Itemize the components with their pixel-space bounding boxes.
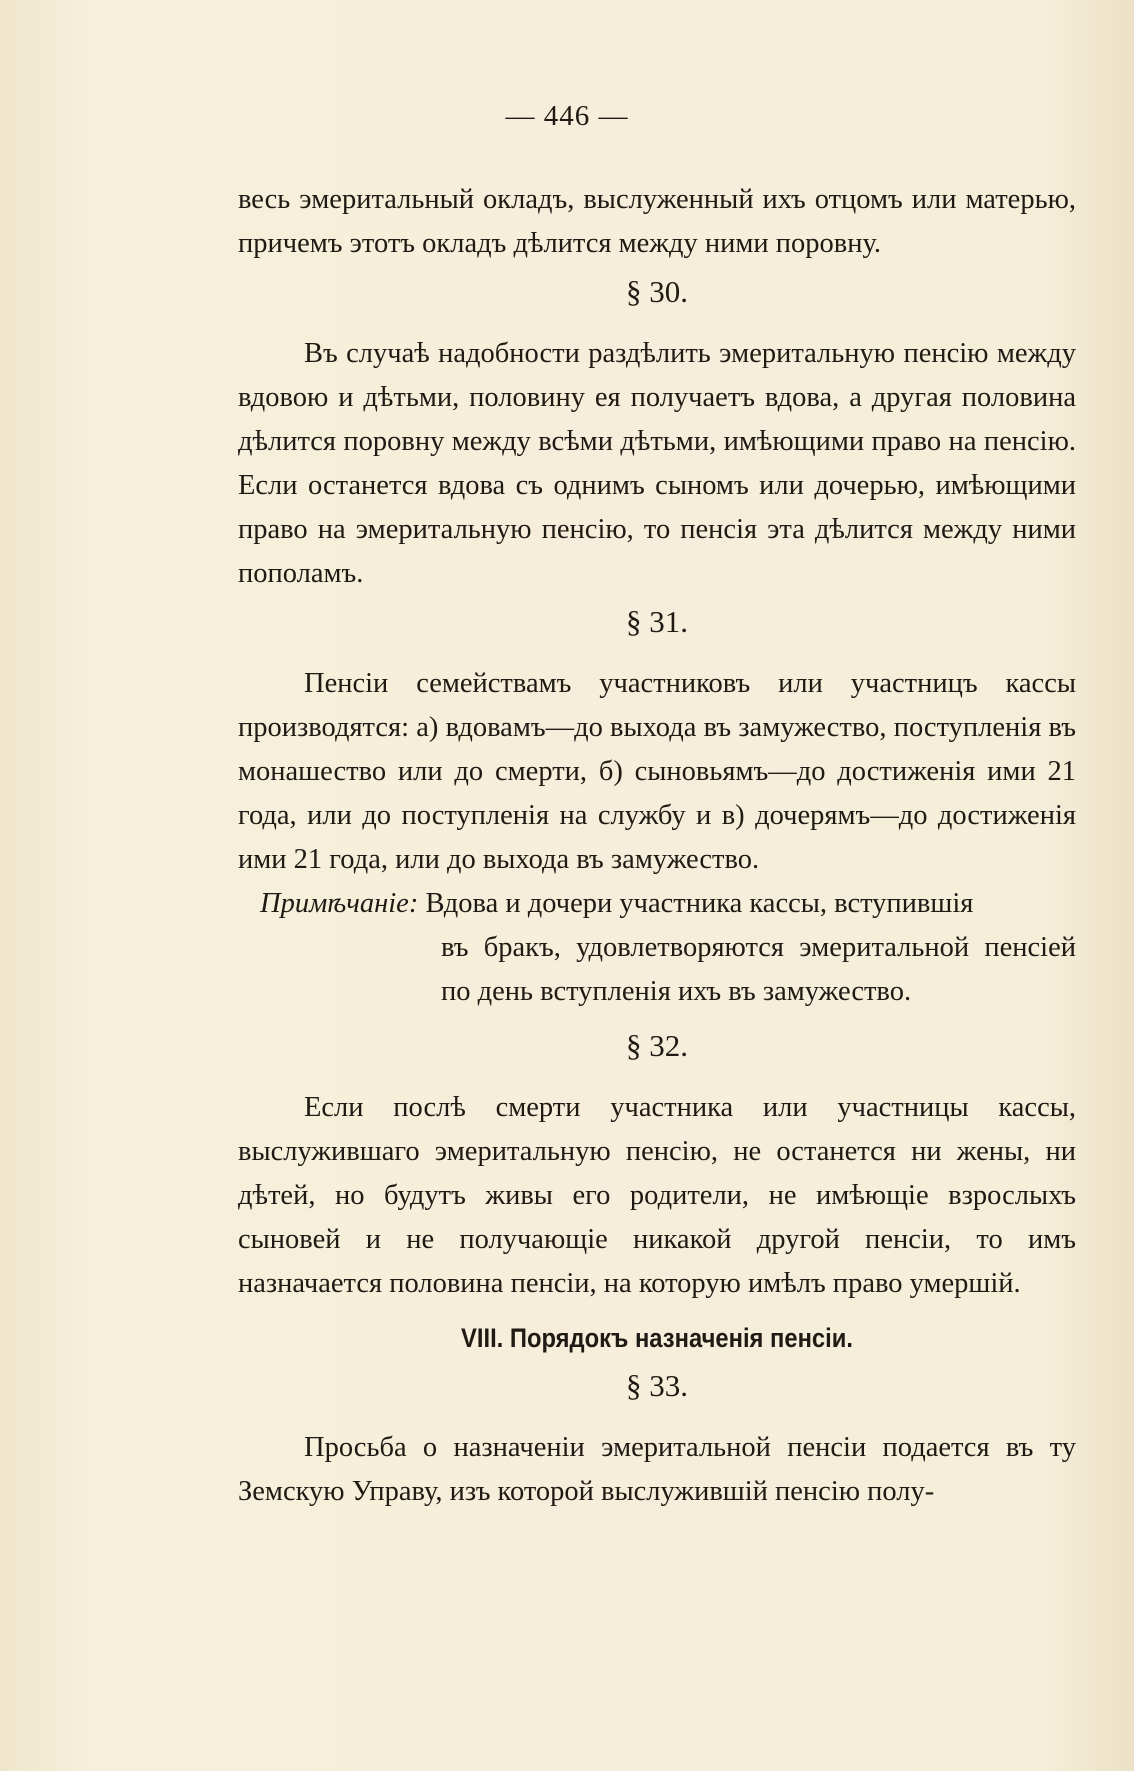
note-text: Вдова и дочери участника кассы, вступившiя: [425, 888, 974, 919]
note: [260, 882, 1076, 926]
page-body: [238, 178, 1076, 1514]
paragraph-section-32: Если послѣ смерти участника или участницы кассы, выслужившаго эмеритальную пенсiю, не останется ни жены, ни дѣтей, но будутъ живы его родители, не имѣющiе взрослыхъ сыновей и не получающiе никакой другой пенсiи, то имъ назначается половина пенсiи, на которую имѣлъ право умершiй.: [238, 1092, 1076, 1299]
paragraph-section-30: Въ случаѣ надобности раздѣлить эмеритальную пенсiю между вдовою и дѣтьми, половину ея получаетъ вдова, а другая половина дѣлится поровну между всѣми дѣтьми, имѣющими право на пенсiю. Если останется вдова съ однимъ сыномъ или дочерью, имѣющими право на эмеритальную пенсiю, то пенсiя эта дѣлится между ними пополамъ.: [238, 338, 1076, 589]
paragraph-continuation: весь эмеритальный окладъ, выслуженный ихъ отцомъ или матерью, причемъ этотъ окладъ дѣлится между ними поровну.: [238, 184, 1076, 259]
note-continuation: въ бракъ, удовлетворяются эмеритальной пенсiей по день вступленiя ихъ въ замужество.: [441, 932, 1076, 1007]
paragraph-section-31: Пенсiи семействамъ участниковъ или участницъ кассы производятся: а) вдовамъ—до выхода въ замужество, поступленiя въ монашество или до смерти, б) сыновьямъ—до достиженiя ими 21 года, или до поступленiя на службу и в) дочерямъ—до достиженiя ими 21 года, или до выхода въ замужество.: [238, 668, 1076, 875]
paragraph-section-33: Просьба о назначенiи эмеритальной пенсiи подается въ ту Земскую Управу, изъ которой выслужившiй пенсiю полу-: [238, 1432, 1076, 1507]
note-label: Примѣчанiе:: [260, 888, 419, 919]
section-heading-31: § 31.: [626, 604, 688, 639]
section-heading-30: § 30.: [626, 274, 688, 309]
chapter-heading: VIII. Порядокъ назначенiя пенсiи.: [461, 1323, 853, 1353]
section-heading-32: § 32.: [626, 1028, 688, 1063]
page-number: — 446 —: [505, 100, 629, 132]
section-heading-33: § 33.: [626, 1368, 688, 1403]
